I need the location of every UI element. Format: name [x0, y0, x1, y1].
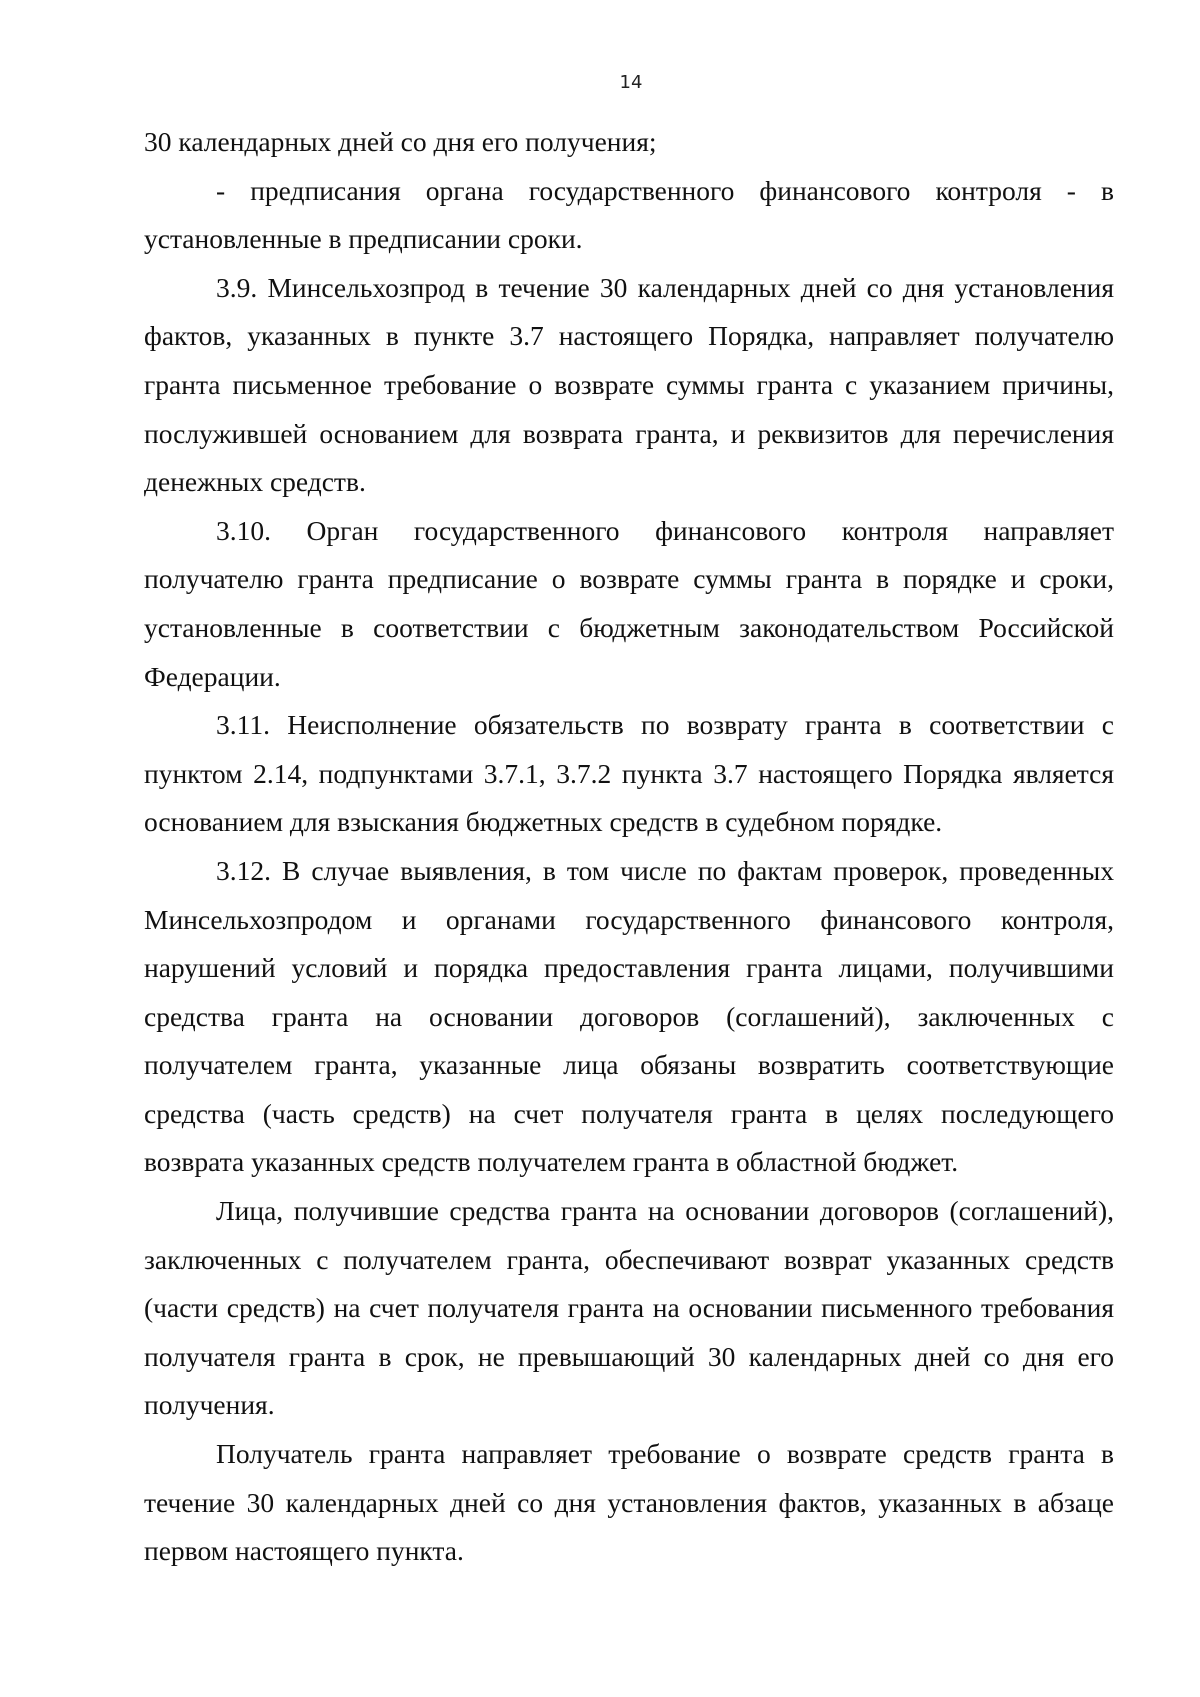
document-body [144, 118, 1114, 1576]
paragraph-3-9: 3.9. Минсельхозпрод в течение 30 календарных дней со дня установления фактов, указанных в пункте 3.7 настоящего Порядка, направляет получателю гранта письменное требование о возврате суммы гранта с указанием причины, послужившей основанием для возврата гранта, и реквизитов для перечисления денежных средств. [144, 271, 1114, 498]
paragraph-continuation: 30 календарных дней со дня его получения; [144, 126, 657, 157]
paragraph-recipient-requirement: Получатель гранта направляет требование о возврате средств гранта в течение 30 календарных дней со дня установления фактов, указанных в абзаце первом настоящего пункта. [144, 1438, 1114, 1567]
paragraph-3-10: 3.10. Орган государственного финансового контроля направляет получателю гранта предписание о возврате суммы гранта в порядке и сроки, установленные в соответствии с бюджетным законодательством Российской Федерации. [144, 514, 1114, 692]
paragraph-3-12: 3.12. В случае выявления, в том числе по фактам проверок, проведенных Минсельхозпродом и органами государственного финансового контроля, нарушений условий и порядка предоставления гранта лицами, получившими средства гранта на основании договоров (соглашений), заключенных с получателем гранта, указанные лица обязаны возвратить соответствующие средства (часть средств) на счет получателя гранта в целях последующего возврата указанных средств получателем гранта в областной бюджет. [144, 854, 1114, 1178]
paragraph-3-11: 3.11. Неисполнение обязательств по возврату гранта в соответствии с пунктом 2.14, подпунктами 3.7.1, 3.7.2 пункта 3.7 настоящего Порядка является основанием для взыскания бюджетных средств в судебном порядке. [144, 709, 1114, 838]
page-number: 14 [619, 72, 643, 93]
paragraph-prescription-bullet: - предписания органа государственного финансового контроля - в установленные в предписании сроки. [144, 174, 1114, 255]
paragraph-persons-return: Лица, получившие средства гранта на основании договоров (соглашений), заключенных с получателем гранта, обеспечивают возврат указанных средств (части средств) на счет получателя гранта на основании письменного требования получателя гранта в срок, не превышающий 30 календарных дней со дня его получения. [144, 1195, 1114, 1421]
